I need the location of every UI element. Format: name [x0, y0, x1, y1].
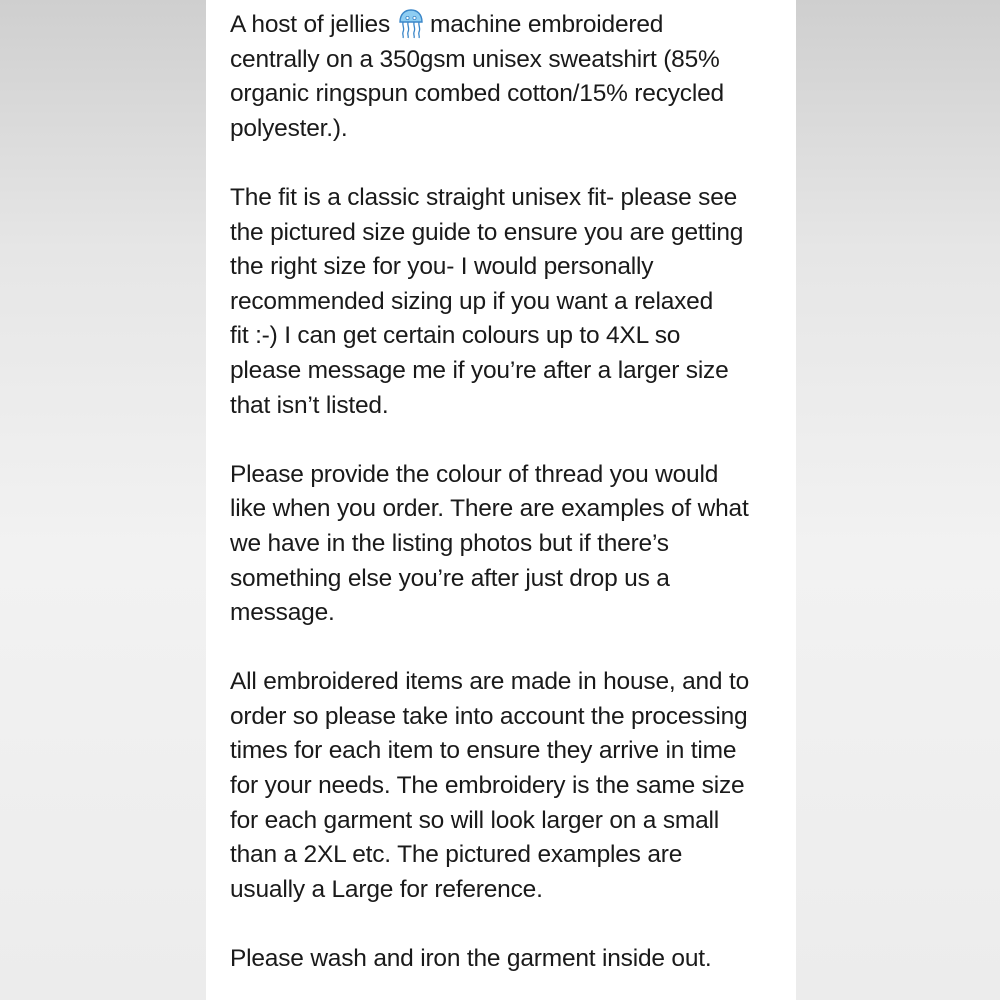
- text-line: the pictured size guide to ensure you are getting: [230, 218, 744, 246]
- text-line: order so please take into account the processing: [230, 702, 748, 730]
- text-line: usually a Large for reference.: [230, 875, 543, 903]
- text-line: fit :-) I can get certain colours up to 4XL so: [230, 322, 681, 350]
- text-segment: A host of jellies: [230, 11, 391, 38]
- text-line: for your needs. The embroidery is the same size: [230, 772, 745, 800]
- text-line: Please provide the colour of thread you would: [230, 460, 719, 488]
- text-line: times for each item to ensure they arrive in time: [230, 737, 737, 765]
- text-segment: machine embroidered: [430, 11, 664, 38]
- jellyfish-icon: [398, 9, 424, 39]
- text-line: The fit is a classic straight unisex fit- please see: [230, 183, 738, 211]
- text-line: Please wash and iron the garment inside out.: [230, 945, 712, 973]
- paragraph-processing: [230, 665, 780, 907]
- text-line: something else you’re after just drop us a: [230, 564, 670, 592]
- text-line: that isn’t listed.: [230, 391, 389, 419]
- text-line: message.: [230, 599, 335, 627]
- left-background: [0, 0, 206, 1000]
- text-line: like when you order. There are examples of what: [230, 495, 749, 523]
- text-line: organic ringspun combed cotton/15% recycled: [230, 80, 724, 108]
- text-line: recommended sizing up if you want a relaxed: [230, 287, 714, 315]
- text-line: we have in the listing photos but if there’s: [230, 529, 669, 557]
- text-line: [230, 8, 780, 43]
- paragraph-care: [230, 942, 780, 977]
- text-line: polyester.).: [230, 114, 348, 142]
- right-background: [796, 0, 1000, 1000]
- text-line: for each garment so will look larger on a small: [230, 806, 719, 834]
- text-line: than a 2XL etc. The pictured examples are: [230, 841, 683, 869]
- paragraph-intro: [230, 8, 780, 146]
- text-line: the right size for you- I would personally: [230, 253, 654, 281]
- paragraph-thread: [230, 458, 780, 631]
- text-line: please message me if you’re after a larger size: [230, 356, 729, 384]
- text-line: centrally on a 350gsm unisex sweatshirt (85%: [230, 45, 720, 73]
- text-line: All embroidered items are made in house, and to: [230, 668, 750, 696]
- listing-description: [230, 8, 780, 1000]
- description-panel: [206, 0, 796, 1000]
- paragraph-fit: [230, 181, 780, 423]
